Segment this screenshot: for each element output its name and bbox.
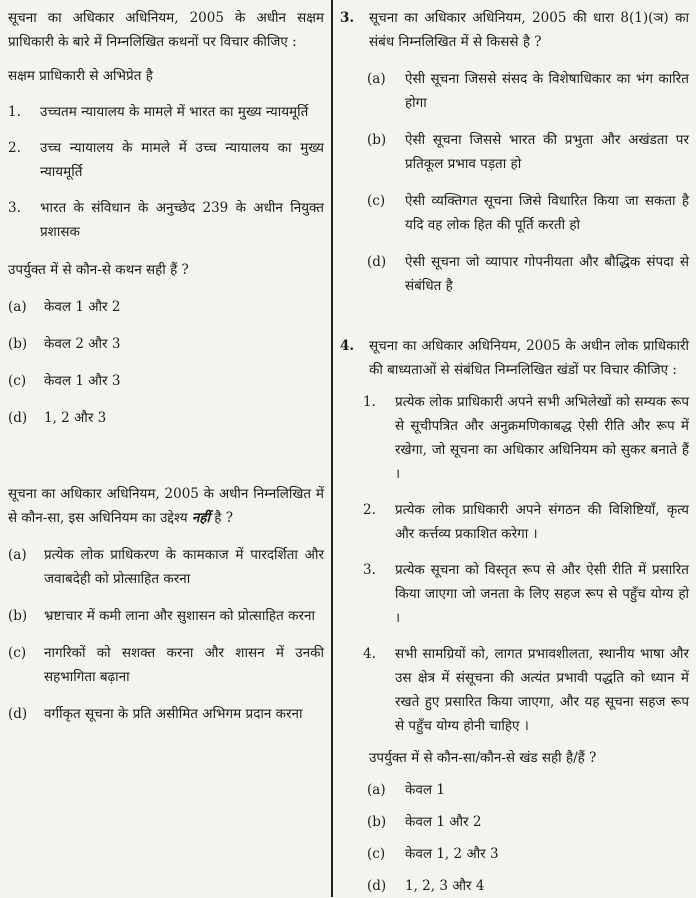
option-text: केवल 1, 2 और 3 [405,846,499,862]
option[interactable] [8,604,324,628]
option-label: (c) [8,373,27,389]
statement-text: भारत के संविधान के अनुच्छेद 239 के अधीन नियुक्त प्रशासक [40,200,324,240]
question-1 [8,6,324,430]
question-2-stem-after: है ? [210,510,234,526]
option[interactable] [8,406,324,430]
question-2-stem [8,482,324,530]
statement-number: 2. [8,140,21,156]
statement-number: 2. [363,502,376,518]
option-label: (c) [367,846,386,862]
statement-text: उच्चतम न्यायालय के मामले में भारत का मुख्य न्यायमूर्ति [40,104,309,120]
option-label: (c) [8,645,27,661]
option-label: (b) [367,814,387,830]
statement-text: प्रत्येक सूचना को विस्तृत रूप से और ऐसी रीति में प्रसारित किया जाएगा जो जनता के लिए सहज रूप से पहुँच योग्य हो । [395,562,689,626]
statement-text: प्रत्येक लोक प्राधिकारी अपने संगठन की विशिष्टियाँ, कृत्य और कर्त्तव्य प्रकाशित करेगा । [395,502,689,542]
option-label: (a) [367,782,386,798]
option[interactable] [8,641,324,689]
option-label: (b) [8,336,28,352]
statement [8,100,324,124]
left-column [8,6,324,726]
option-label: (c) [367,193,386,209]
option-label: (a) [8,299,27,315]
option[interactable] [341,874,689,898]
question-4 [341,334,689,898]
question-4-ask: उपर्युक्त में से कौन-सा/कौन-से खंड सही है/हैं ? [369,750,597,766]
option-text: प्रत्येक लोक प्राधिकरण के कामकाज में पारदर्शिता और जवाबदेही को प्रोत्साहित करना [44,547,324,587]
option[interactable] [8,702,324,726]
question-number: 4. [340,338,355,354]
option[interactable] [8,369,324,393]
option[interactable] [341,189,689,237]
option-label: (b) [8,608,28,624]
statement [341,642,689,738]
option-text: ऐसी व्यक्तिगत सूचना जिसे विधारित किया जा सकता है यदि वह लोक हित की पूर्ति करती हो [405,193,689,233]
right-column [341,6,689,898]
option-text: 1, 2, 3 और 4 [405,878,485,894]
column-divider [331,0,333,897]
option-text: नागरिकों को सशक्त करना और शासन में उनकी सहभागिता बढ़ाना [44,645,324,685]
statement-number: 3. [8,200,21,216]
option[interactable] [341,128,689,176]
option-label: (a) [8,547,27,563]
option-label: (d) [367,878,387,894]
statement [341,558,689,630]
option-text: केवल 1 और 2 [44,299,121,315]
question-2-stem-emphasis: नहीं [191,510,211,526]
question-3-stem: सूचना का अधिकार अधिनियम, 2005 की धारा 8(1)(ञ) का संबंध निम्नलिखित में से किससे है ? [369,10,689,50]
statement-number: 4. [363,646,376,662]
option-label: (d) [8,410,28,426]
option[interactable] [8,543,324,591]
statement [8,136,324,184]
option-text: 1, 2 और 3 [44,410,107,426]
option-label: (a) [367,71,386,87]
option-text: केवल 1 और 2 [405,814,482,830]
question-2 [8,482,324,726]
option-text: वर्गीकृत सूचना के प्रति असीमित अभिगम प्रदान करना [44,706,303,722]
question-3 [341,6,689,298]
option-text: केवल 2 और 3 [44,336,121,352]
option-text: केवल 1 और 3 [44,373,121,389]
question-1-stem: सूचना का अधिकार अधिनियम, 2005 के अधीन सक्षम प्राधिकारी के बारे में निम्नलिखित कथनों पर विचार कीजिए : [8,10,324,50]
statement [341,498,689,546]
statement-number: 1. [363,394,376,410]
option[interactable] [341,810,689,834]
option-label: (d) [367,254,387,270]
option-text: ऐसी सूचना जिससे संसद के विशेषाधिकार का भंग कारित होगा [405,71,689,111]
statement-number: 3. [363,562,376,578]
option[interactable] [341,778,689,802]
option[interactable] [8,295,324,319]
statement [341,390,689,486]
option[interactable] [8,332,324,356]
question-1-subhead: सक्षम प्राधिकारी से अभिप्रेत है [8,68,153,84]
option-label: (d) [8,706,28,722]
statement-number: 1. [8,104,21,120]
question-1-ask: उपर्युक्त में से कौन-से कथन सही हैं ? [8,262,189,278]
option-label: (b) [367,132,387,148]
question-4-stem: सूचना का अधिकार अधिनियम, 2005 के अधीन लोक प्राधिकारी की बाध्यताओं से संबंधित निम्नलिखित खंडों पर विचार कीजिए : [369,338,689,378]
statement-text: उच्च न्यायालय के मामले में उच्च न्यायालय का मुख्य न्यायमूर्ति [40,140,324,180]
option-text: ऐसी सूचना जिससे भारत की प्रभुता और अखंडता पर प्रतिकूल प्रभाव पड़ता हो [405,132,689,172]
question-number: 3. [340,10,355,26]
option[interactable] [341,250,689,298]
option[interactable] [341,842,689,866]
statement-text: प्रत्येक लोक प्राधिकारी अपने सभी अभिलेखों को सम्यक रूप से सूचीपत्रित और अनुक्रमणिकाबद्ध ऐसी रीति और रूप में रखेगा, जो सूचना का अधिकार अधिनियम को सुकर बनाते हैं । [395,394,689,482]
statement-text: सभी सामग्रियों को, लागत प्रभावशीलता, स्थानीय भाषा और उस क्षेत्र में संसूचना की अत्यंत प्रभावी पद्धति को ध्यान में रखते हुए प्रसारित किया जाएगा, और यह सूचना सहज रूप से पहुँच योग्य होनी चाहिए । [395,646,689,734]
question-2-stem-before: सूचना का अधिकार अधिनियम, 2005 के अधीन निम्नलिखित में से कौन-सा, इस अधिनियम का उद्देश्य [8,486,324,526]
option-text: भ्रष्टाचार में कमी लाना और सुशासन को प्रोत्साहित करना [44,608,315,624]
option-text: ऐसी सूचना जो व्यापार गोपनीयता और बौद्धिक संपदा से संबंधित है [405,254,689,294]
option[interactable] [341,67,689,115]
option-text: केवल 1 [405,782,445,798]
statement [8,196,324,244]
